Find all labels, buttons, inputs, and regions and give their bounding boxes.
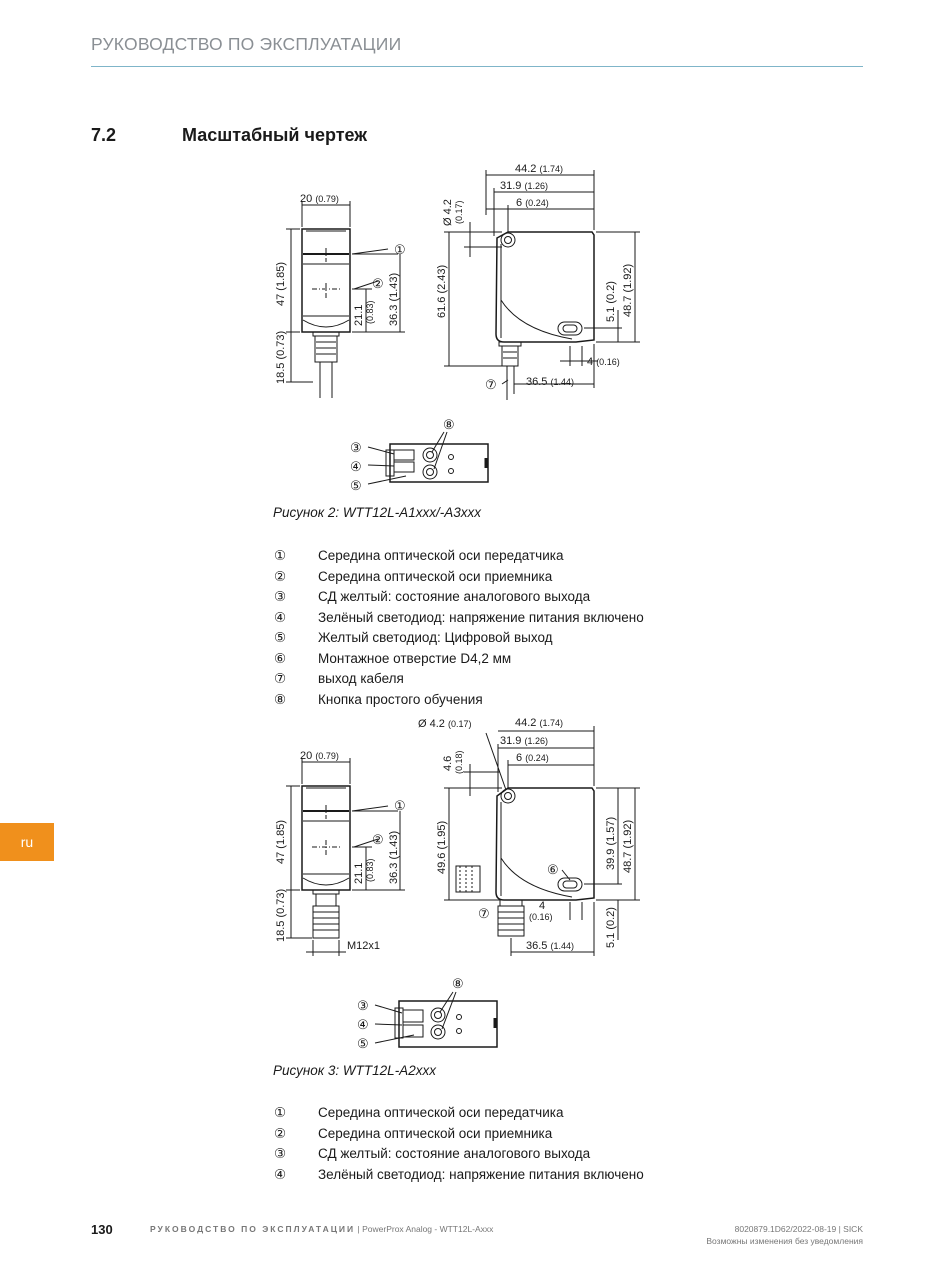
- language-tab[interactable]: ru: [0, 823, 54, 861]
- legend-text: Зелёный светодиод: напряжение питания включено: [318, 1166, 644, 1182]
- svg-text:44.2 (1.74): [515, 163, 563, 175]
- callout-5-fig2: ⑤: [357, 1036, 369, 1051]
- legend-number: ①: [273, 548, 287, 563]
- top-view-1: [368, 432, 488, 484]
- dim-base-1-in: (1.44): [550, 377, 574, 387]
- legend-number: ④: [273, 609, 287, 625]
- dim-depth-2-in: (1.26): [524, 736, 548, 746]
- dim-total-height-2: 49.6 (1.95): [436, 820, 448, 874]
- dim-width-front-2: 20: [300, 750, 313, 762]
- dim-height-front-2: 47 (1.85): [275, 819, 287, 864]
- dim-hole-diameter-2: Ø 4.2: [418, 718, 445, 730]
- legend-text: Середина оптической оси приемника: [318, 568, 553, 584]
- legend-number: ②: [273, 1125, 287, 1141]
- dim-hole-offset-1: 6: [516, 197, 523, 209]
- legend-text: Середина оптической оси передатчика: [318, 548, 564, 563]
- callout-3-fig2: ③: [357, 998, 369, 1013]
- dim-width-front-2-in: (0.79): [315, 751, 339, 761]
- dim-slot-width-1: 4: [587, 356, 594, 368]
- legend-text: Зелёный светодиод: напряжение питания включено: [318, 609, 644, 625]
- dim-connector-length-2: 18.5 (0.73): [275, 888, 287, 942]
- legend-text: выход кабеля: [318, 671, 404, 686]
- legend-text: СД желтый: состояние аналогового выхода: [318, 589, 591, 604]
- legend-number: ⑥: [273, 650, 287, 666]
- svg-text:6 (0.24): [516, 752, 549, 764]
- dim-optical-axis-1-in: (0.83): [365, 300, 375, 324]
- dim-hole-top-2: 4.6: [442, 755, 454, 771]
- footer-doc-id: 8020879.1D62/2022-08-19 | SICK: [734, 1224, 863, 1234]
- dim-depth-2: 31.9: [500, 735, 522, 747]
- section-number: 7.2: [91, 125, 117, 145]
- legend-text: Желтый светодиод: Цифровой выход: [318, 630, 553, 645]
- callout-2-fig1: ②: [372, 276, 384, 291]
- header-title: РУКОВОДСТВО ПО ЭКСПЛУАТАЦИИ: [91, 34, 402, 54]
- svg-text:20 (0.79): [300, 750, 339, 762]
- dim-slot-2: 5.1 (0.2): [605, 907, 617, 948]
- svg-text:44.2 (1.74): [515, 717, 563, 729]
- legend-text: СД желтый: состояние аналогового выхода: [318, 1146, 591, 1161]
- svg-text:6 (0.24): [516, 197, 549, 209]
- callout-1-fig2: ①: [394, 798, 406, 813]
- dim-length-2: 44.2: [515, 717, 537, 729]
- legend-text: Середина оптической оси передатчика: [318, 1105, 564, 1120]
- callout-1-fig1: ①: [394, 242, 406, 257]
- dim-hole-offset-2: 6: [516, 752, 523, 764]
- legend-text: Кнопка простого обучения: [318, 691, 483, 707]
- legend-number: ⑦: [273, 671, 287, 686]
- legend-number: ⑤: [273, 630, 287, 645]
- figure-caption-1: Рисунок 2: WTT12L-A1xxx/-A3xxx: [273, 505, 481, 520]
- dim-base-2: 36.5: [526, 940, 548, 952]
- legend-number: ④: [273, 1166, 287, 1182]
- dim-hole-diameter-1-in: (0.17): [454, 200, 464, 224]
- dim-width-front-1: 20: [300, 193, 313, 205]
- footer-disclaimer: Возможны изменения без уведомления: [706, 1236, 863, 1246]
- dim-body-height-1: 48.7 (1.92): [622, 263, 634, 317]
- legend-number: ⑧: [273, 691, 287, 707]
- callout-8-fig1: ⑧: [443, 417, 455, 432]
- dim-length-1: 44.2: [515, 163, 537, 175]
- section-title: Масштабный чертеж: [182, 125, 368, 145]
- dim-optical-axis-2-in: (0.83): [365, 858, 375, 882]
- dim-body-height-2: 48.7 (1.92): [622, 819, 634, 873]
- callout-5-fig1: ⑤: [350, 478, 362, 493]
- figure-caption-2: Рисунок 3: WTT12L-A2xxx: [273, 1063, 436, 1078]
- dim-height-front-1: 47 (1.85): [275, 261, 287, 306]
- svg-text:31.9 (1.26): [500, 735, 548, 747]
- dim-slot-width-2: 4: [539, 900, 546, 912]
- footer-doc-title: [150, 1224, 493, 1234]
- page-number: 130: [91, 1222, 113, 1237]
- svg-text:36.5 (1.44): [526, 940, 574, 952]
- legend-number: ②: [273, 568, 287, 584]
- dim-depth-1: 31.9: [500, 180, 522, 192]
- dim-slot-height-2: 39.9 (1.57): [605, 816, 617, 870]
- svg-text:36.5 (1.44): [526, 376, 574, 388]
- dim-hole-offset-2-in: (0.24): [525, 753, 549, 763]
- dim-slot-1: 5.1 (0.2): [605, 281, 617, 322]
- dim-hole-top-2-in: (0.18): [454, 750, 464, 774]
- callout-4-fig1: ④: [350, 459, 362, 474]
- callout-4-fig2: ④: [357, 1017, 369, 1032]
- callout-8-fig2: ⑧: [452, 976, 464, 991]
- svg-text:4 (0.16): [587, 356, 620, 368]
- svg-text:Ø 4.2 (0.17): [418, 718, 471, 730]
- dim-optical-axis-2: 21.1: [353, 862, 365, 884]
- svg-text:20 (0.79): [300, 193, 339, 205]
- dim-hole-offset-1-in: (0.24): [525, 198, 549, 208]
- legend-text: Монтажное отверстие D4,2 мм: [318, 650, 512, 666]
- dim-hole-diameter-2-in: (0.17): [447, 719, 472, 729]
- callout-7-fig1: ⑦: [485, 377, 497, 392]
- legend-text: Середина оптической оси приемника: [318, 1125, 553, 1141]
- dim-cable-length-1: 18.5 (0.73): [275, 330, 287, 384]
- dim-optical-axis-1: 21.1: [353, 304, 365, 326]
- dim-slot-width-2-in: (0.16): [529, 912, 553, 922]
- dim-length-2-in: (1.74): [539, 718, 563, 728]
- dim-slot-width-1-in: (0.16): [596, 357, 620, 367]
- footer-doc-product: | PowerProx Analog - WTT12L-Axxx: [357, 1224, 494, 1234]
- dim-optical-height-2: 36.3 (1.43): [388, 830, 400, 884]
- footer-doc-caps: РУКОВОДСТВО ПО ЭКСПЛУАТАЦИИ: [150, 1224, 356, 1234]
- dim-length-1-in: (1.74): [539, 164, 563, 174]
- dim-hole-diameter-1: Ø 4.2: [442, 199, 454, 226]
- legend-number: ③: [273, 589, 287, 604]
- dim-total-height-1: 61.6 (2.43): [436, 264, 448, 318]
- dim-depth-1-in: (1.26): [524, 181, 548, 191]
- dim-optical-height-1: 36.3 (1.43): [388, 272, 400, 326]
- top-view-2: [375, 992, 497, 1047]
- legend-number: ①: [273, 1105, 287, 1120]
- legend-number: ③: [273, 1146, 287, 1161]
- footer-doc-info: [706, 1223, 863, 1247]
- dim-base-1: 36.5: [526, 376, 548, 388]
- dim-thread-2: M12x1: [347, 940, 381, 952]
- callout-2-fig2: ②: [372, 832, 384, 847]
- dim-base-2-in: (1.44): [550, 941, 574, 951]
- callout-7-fig2: ⑦: [478, 906, 490, 921]
- svg-text:31.9 (1.26): [500, 180, 548, 192]
- callout-3-fig1: ③: [350, 440, 362, 455]
- dim-width-front-1-in: (0.79): [315, 194, 339, 204]
- callout-6-fig2: ⑥: [547, 862, 559, 877]
